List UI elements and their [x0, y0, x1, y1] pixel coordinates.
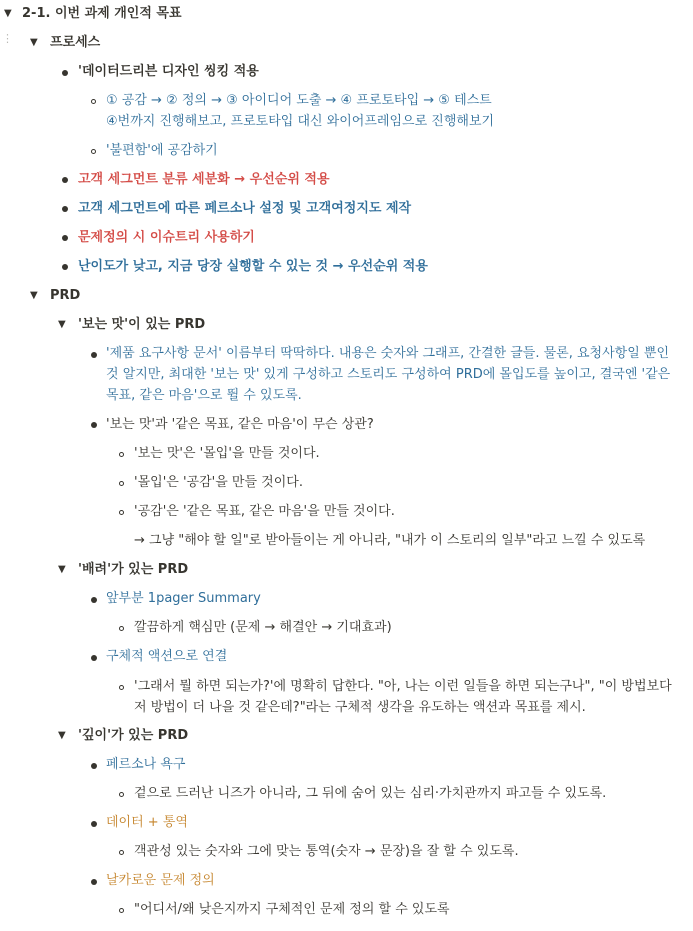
- problem-item: 날카로운 문제 정의: [106, 873, 215, 888]
- toggle-triangle-icon[interactable]: ▼: [30, 290, 38, 301]
- bullet-circle-icon: [119, 626, 124, 631]
- issue-tree-item: 문제정의 시 이슈트리 사용하기: [78, 230, 255, 245]
- bullet-disc-icon: [62, 70, 68, 76]
- look-desc-line-1: '제품 요구사항 문서' 이름부터 딱딱하다. 내용은 숫자와 그래프, 간결한 글들. 물론, 요청사항일 뿐인: [106, 346, 670, 361]
- steps-line-1: ① 공감 → ② 정의 → ③ 아이디어 도출 → ④ 프로토타입 → ⑤ 테스트: [106, 93, 492, 108]
- bullet-disc-icon: [62, 235, 68, 241]
- toggle-triangle-icon[interactable]: ▼: [58, 319, 66, 330]
- bullet-disc-icon: [91, 879, 97, 885]
- bullet-circle-icon: [119, 908, 124, 913]
- persona-detail: 겉으로 드러난 니즈가 아니라, 그 뒤에 숨어 있는 심리·가치관까지 파고들 수 있도록.: [134, 786, 607, 801]
- bullet-circle-icon: [119, 792, 124, 797]
- page-heading: 2-1. 이번 과제 개인적 목표: [22, 6, 182, 21]
- toggle-triangle-icon[interactable]: ▼: [58, 564, 66, 575]
- toggle-triangle-icon[interactable]: ▼: [4, 8, 12, 19]
- bullet-disc-icon: [62, 177, 68, 183]
- drag-handle-icon[interactable]: ⋮: [2, 32, 14, 45]
- depth-toggle-label[interactable]: '깊이'가 있는 PRD: [78, 728, 189, 743]
- look-relation-item: '보는 맛'과 '같은 목표, 같은 마음'이 무슨 상관?: [106, 417, 374, 432]
- bullet-circle-icon: [119, 850, 124, 855]
- bullet-circle-icon: [119, 481, 124, 486]
- action-line-2: 저 방법이 더 나을 것 같은데?"라는 구체적 생각을 유도하는 액션과 목표를 제시.: [134, 700, 586, 715]
- bullet-disc-icon: [91, 597, 97, 603]
- bullet-disc-icon: [62, 264, 68, 270]
- process-toggle-label[interactable]: 프로세스: [50, 35, 101, 50]
- data-detail: 객관성 있는 숫자와 그에 맞는 통역(숫자 → 문장)을 잘 할 수 있도록.: [134, 844, 519, 859]
- easy-first-item: 난이도가 낮고, 지금 당장 실행할 수 있는 것 → 우선순위 적용: [78, 259, 428, 274]
- action-item: 구체적 액션으로 연결: [106, 649, 228, 664]
- bullet-circle-icon: [119, 452, 124, 457]
- toggle-triangle-icon[interactable]: ▼: [58, 730, 66, 741]
- bullet-circle-icon: [119, 685, 124, 690]
- relation-3: '공감'은 '같은 목표, 같은 마음'을 만들 것이다.: [134, 504, 395, 519]
- relation-1: '보는 맛'은 '몰입'을 만들 것이다.: [134, 446, 320, 461]
- design-thinking-item: '데이터드리븐 디자인 씽킹 적용: [78, 64, 259, 79]
- look-desc-line-3: 목표, 같은 마음'으로 뛸 수 있도록.: [106, 388, 302, 403]
- bullet-disc-icon: [91, 352, 97, 358]
- bullet-circle-icon: [119, 510, 124, 515]
- relation-3-note: → 그냥 "해야 할 일"로 받아들이는 게 아니라, "내가 이 스토리의 일부"라고 느낄 수 있도록: [134, 533, 646, 548]
- bullet-disc-icon: [91, 422, 97, 428]
- segment-priority-item: 고객 세그먼트 분류 세분화 → 우선순위 적용: [78, 172, 330, 187]
- empathy-item: '불편함'에 공감하기: [106, 143, 218, 158]
- bullet-circle-icon: [91, 149, 96, 154]
- look-desc-line-2: 것 알지만, 최대한 '보는 맛' 있게 구성하고 스토리도 구성하여 PRD에 몰입도를 높이고, 결국엔 '같은: [106, 367, 671, 382]
- bullet-disc-icon: [62, 206, 68, 212]
- prd-toggle-label[interactable]: PRD: [50, 288, 81, 303]
- look-toggle-label[interactable]: '보는 맛'이 있는 PRD: [78, 317, 206, 332]
- summary-item: 앞부분 1pager Summary: [106, 591, 261, 606]
- persona-item: 페르소나 욕구: [106, 757, 186, 772]
- bullet-disc-icon: [91, 763, 97, 769]
- toggle-triangle-icon[interactable]: ▼: [30, 37, 38, 48]
- bullet-circle-icon: [91, 99, 96, 104]
- data-item: 데이터 + 통역: [106, 815, 188, 830]
- summary-detail: 깔끔하게 핵심만 (문제 → 해결안 → 기대효과): [134, 620, 392, 635]
- problem-detail: "어디서/왜 낮은지까지 구체적인 문제 정의 할 수 있도록: [134, 902, 450, 917]
- action-line-1: '그래서 뭘 하면 되는가?'에 명확히 답한다. "아, 나는 이런 일들을 하면 되는구나", "이 방법보다: [134, 679, 672, 694]
- relation-2: '몰입'은 '공감'을 만들 것이다.: [134, 475, 303, 490]
- bullet-disc-icon: [91, 821, 97, 827]
- steps-line-2: ④번까지 진행해보고, 프로토타입 대신 와이어프레임으로 진행해보기: [106, 114, 495, 129]
- persona-journey-item: 고객 세그먼트에 따른 페르소나 설정 및 고객여정지도 제작: [78, 201, 412, 216]
- care-toggle-label[interactable]: '배려'가 있는 PRD: [78, 562, 189, 577]
- bullet-disc-icon: [91, 655, 97, 661]
